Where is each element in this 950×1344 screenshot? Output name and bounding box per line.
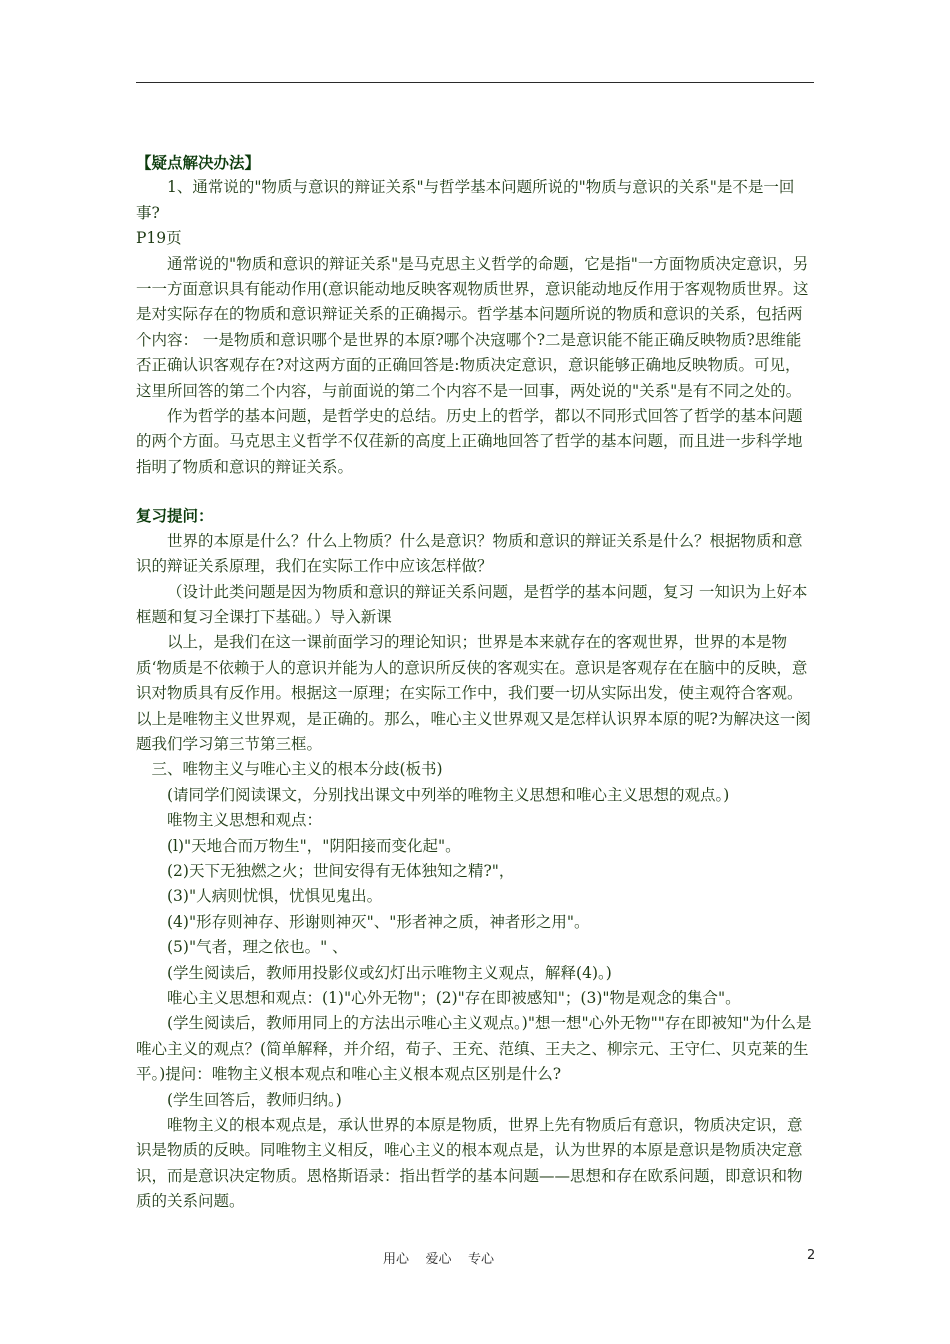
answer-paragraph-1: 通常说的"物质和意识的辩证关系"是马克思主义哲学的命题，它是指"一方面物质决定意识，另一一方面意识具有能动作用(意识能动地反映客观物质世界，意识能动地反作用于客观物质世界。这是对实际存在的物质和意识辩证关系的正确揭示。哲学基本问题所说的物质和意识的关系，包括两个内容： 一是物质和意识哪个是世界的本原?哪个决寇哪个?二是意识能不能正确反映物质?思维能否正确认识客观存在?对这两方面的正确回答是:物质决定意识，意识能够正确地反映物质。可见，这里所回答的第二个内容，与前面说的第二个内容不是一回事，两处说的"关系"是有不同之处的。 bbox=[136, 254, 809, 400]
heading-review: 复习提问： bbox=[136, 506, 214, 526]
materialism-label: 唯物主义思想和观点： bbox=[167, 811, 323, 830]
materialism-item: (4)"形存则神存、形谢则神灭"、"形者神之质，神者形之用"。 bbox=[167, 912, 590, 931]
question-1: 1、通常说的"物质与意识的辩证关系"与哲学基本问题所说的"物质与意识的关系"是不是一回事? bbox=[136, 178, 795, 222]
heading-difficult-points: 【疑点解决办法】 bbox=[136, 153, 261, 172]
header-rule bbox=[136, 82, 814, 83]
idealism-line: 唯心主义思想和观点：(1)"心外无物"；(2)"存在即被感知"；(3)"物是观念的集合"。 bbox=[167, 989, 741, 1007]
page-number: 2 bbox=[807, 1248, 816, 1263]
teacher-summary-note: (学生回答后，教师归纳。) bbox=[167, 1090, 342, 1109]
materialism-note: (学生阅读后，教师用投影仪或幻灯出示唯物主义观点，解释(4)。) bbox=[167, 963, 612, 982]
conclusion-paragraph: 唯物主义的根本观点是，承认世界的本原是物质，世界上先有物质后有意识，物质决定识，意识是物质的反映。同唯物主义相反，唯心主义的根本观点是，认为世界的本原是意识是物质决定意识，而是意识决定物质。恩格斯语录：指出哲学的基本问题——思想和存在欧系问题，即意识和物质的关系问题。 bbox=[136, 1116, 803, 1211]
materialism-item: (l)"天地合而万物生"，"阴阳接而变化起"。 bbox=[167, 836, 461, 855]
section-3-title: 三、唯物主义与唯心主义的根本分歧(板书) bbox=[151, 760, 443, 779]
section-gap bbox=[136, 480, 816, 503]
materialism-item: (5)"气者，理之依也。" 、 bbox=[167, 938, 348, 957]
review-question: 世界的本原是什么？什么上物质？什么是意识？物质和意识的辩证关系是什么？根据物质和意识的辩证关系原理，我们在实际工作中应该怎样做？ bbox=[136, 531, 803, 576]
page-footer bbox=[0, 1248, 950, 1268]
materialism-item: (2)天下无独燃之火；世间安得有无体独知之精?"， bbox=[167, 861, 515, 880]
footer-slogan: 用心 爱心 专心 bbox=[383, 1252, 495, 1267]
intro-paragraph: 以上，是我们在这一课前面学习的理论知识；世界是本来就存在的客观世界，世界的本是物质‘物质是不依赖于人的意识并能为人的意识所反侠的客观实在。意识是客观存在在脑中的反映，意识对物质具有反作用。根据这一原理；在实际工作中，我们要一切从实际出发，使主观符合客观。以上是唯物主义世界观，是正确的。那么，唯心主义世界观又是怎样认识界本原的呢?为解决这一阂题我们学习第三节第三框。 bbox=[136, 633, 811, 753]
reading-instruction: (请同学们阅读课文，分别找出课文中列举的唯物主义思想和唯心主义思想的观点。) bbox=[167, 785, 730, 804]
review-note: （设计此类问题是因为物质和意识的辩证关系问题，是哲学的基本问题，复习 一知识为上好本框题和复习全课打下基础。）导入新课 bbox=[136, 582, 808, 626]
page-reference: P19页 bbox=[136, 229, 182, 248]
answer-paragraph-2: 作为哲学的基本问题，是哲学史的总结。历史上的哲学，都以不同形式回答了哲学的基本问题的两个方面。马克思主义哲学不仅荏新的高度上正确地回答了哲学的基本问题，而且进一步科学地指明了物质和意识的辩证关系。 bbox=[136, 407, 803, 476]
materialism-item: (3)"人病则忧惧，忧惧见鬼出。 bbox=[167, 887, 383, 906]
idealism-note: (学生阅读后，教师用同上的方法出示唯心主义观点。)"想一想"心外无物""存在即被知"为什么是唯心主义的观点？(简单解释，并介绍，荀子、王充、范缜、王夫之、柳宗元、王守仁、贝克莱的生平。)提问：唯物主义根本观点和唯心主义根本观点区别是什么? bbox=[136, 1014, 812, 1084]
document-body bbox=[136, 150, 816, 1215]
